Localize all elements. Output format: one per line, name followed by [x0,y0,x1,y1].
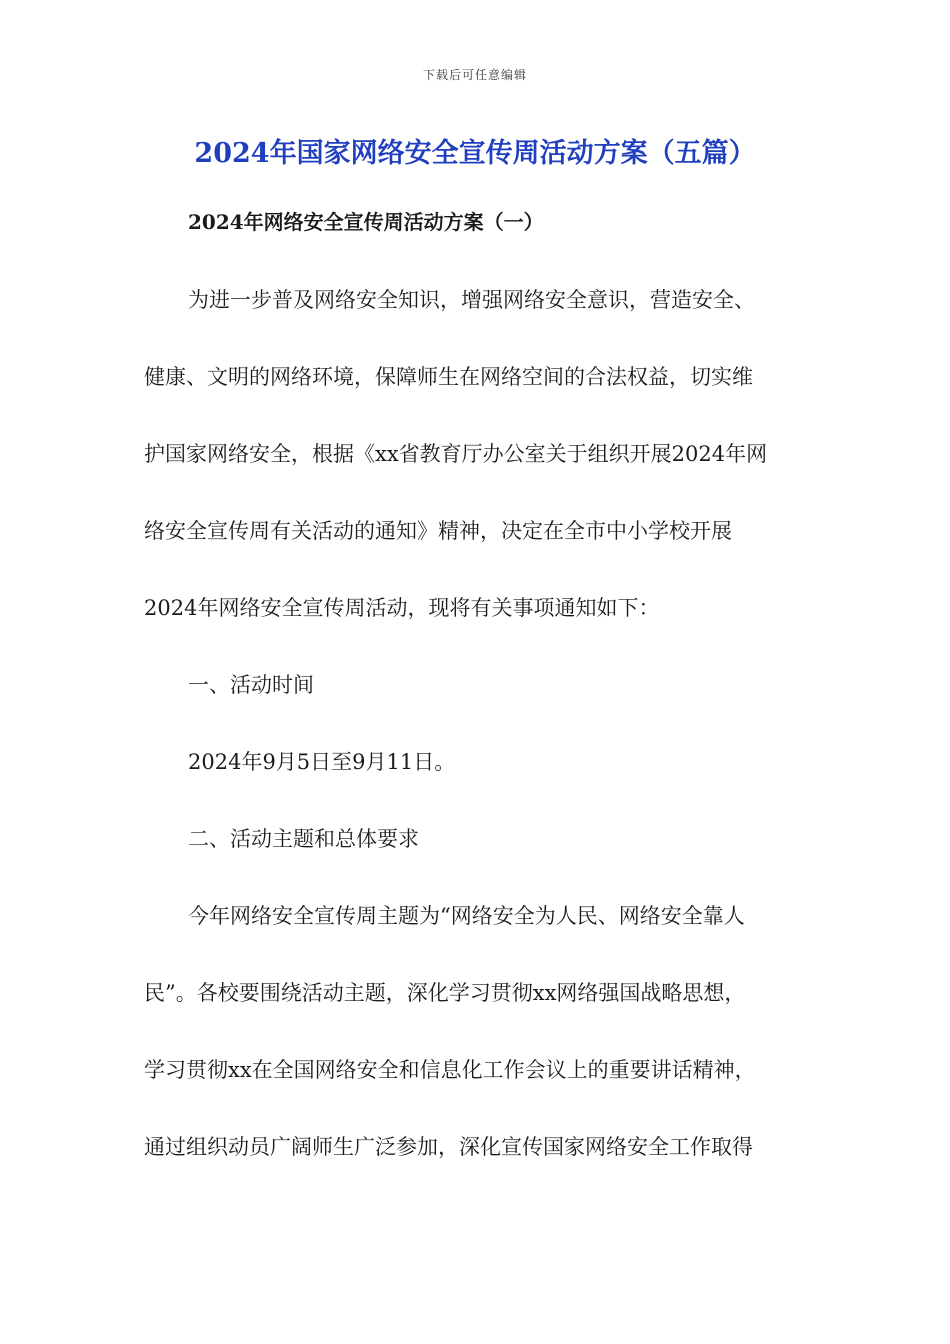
paragraph-theme [144,878,806,1186]
heading-activity-time [144,647,806,724]
text-line: 学习贯彻xx在全国网络安全和信息化工作会议上的重要讲话精神， [144,1058,756,1082]
text-line: 健康、文明的网络环境，保障师生在网络空间的合法权益，切实维 [144,365,753,389]
text-line: 今年网络安全宣传周主题为“网络安全为人民、网络安全靠人 [188,904,745,928]
text-line: 护国家网络安全，根据《xx省教育厅办公室关于组织开展2024年网 [144,442,768,466]
text-line: 二、活动主题和总体要求 [188,827,419,851]
section-subtitle: 2024年网络安全宣传周活动方案（一） [188,210,544,234]
document-body [144,262,806,1186]
text-line: 通过组织动员广阔师生广泛参加，深化宣传国家网络安全工作取得 [144,1135,753,1159]
paragraph-activity-date [144,724,806,801]
text-line: 一、活动时间 [188,673,314,697]
text-line: 2024年9月5日至9月11日。 [188,750,456,774]
heading-theme-requirements [144,801,806,878]
text-line: 民”。各校要围绕活动主题，深化学习贯彻xx网络强国战略思想， [144,981,746,1005]
header-note: 下载后可任意编辑 [422,68,527,82]
paragraph-intro [144,262,806,647]
text-line: 络安全宣传周有关活动的通知》精神，决定在全市中小学校开展 [144,519,732,543]
text-line: 2024年网络安全宣传周活动，现将有关事项通知如下： [144,596,660,620]
text-line: 为进一步普及网络安全知识，增强网络安全意识，营造安全、 [188,288,755,312]
document-title: 2024年国家网络安全宣传周活动方案（五篇） [194,138,756,169]
